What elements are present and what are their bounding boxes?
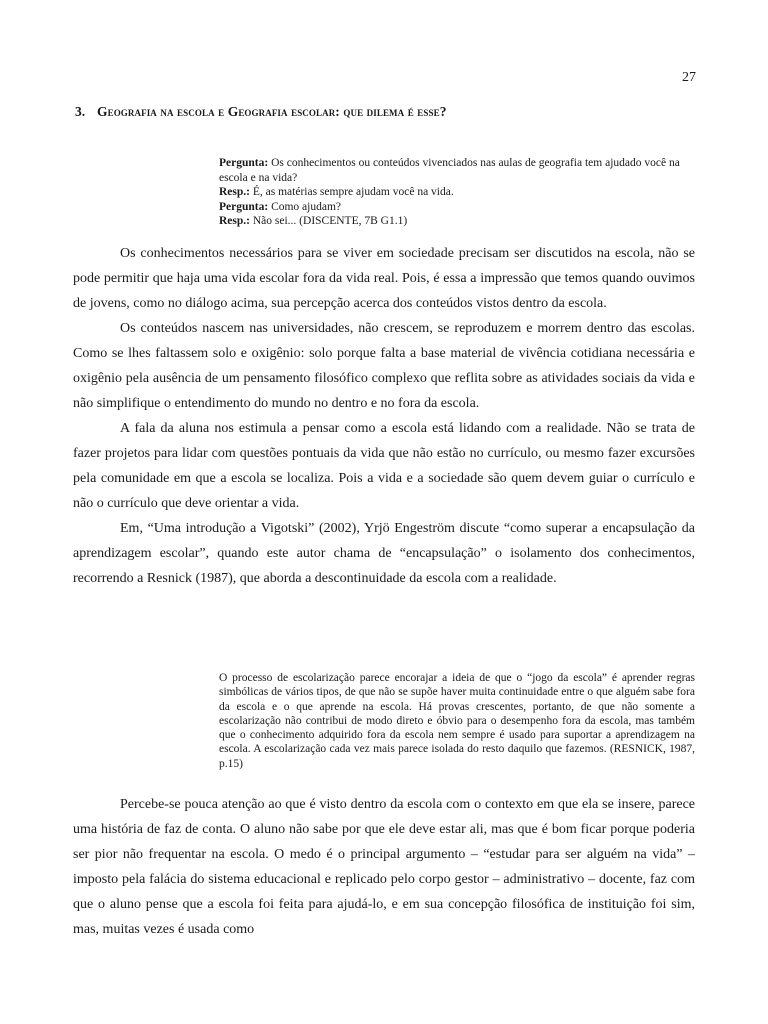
body-text: [73, 241, 695, 591]
dialogue-label: Pergunta:: [219, 157, 269, 169]
dialogue-text: Como ajudam?: [268, 200, 342, 213]
interview-dialogue: [219, 156, 697, 229]
dialogue-line: [219, 156, 697, 185]
section-number: 3.: [75, 104, 86, 119]
dialogue-line: [219, 185, 697, 200]
section-title: Geografia na escola e Geografia escolar: que dilema é esse?: [97, 104, 447, 119]
paragraph: A fala da aluna nos estimula a pensar como a escola está lidando com a realidade. Não se trata de fazer projetos para lidar com questões pontuais da vida que não estão no currículo, ou mesmo fazer excursões pela comunidade em que a escola se localiza. Pois a vida e a sociedade são quem devem guiar o currículo e não o currículo que deve orientar a vida.: [73, 421, 695, 511]
dialogue-text: Os conhecimentos ou conteúdos vivenciados nas aulas de geografia tem ajudado você na escola e na vida?: [219, 157, 680, 184]
block-quote: O processo de escolarização parece encorajar a ideia de que o “jogo da escola” é aprender regras simbólicas de vários tipos, de que não se supõe haver muita continuidade entre o que alguém sabe fora da escola e o que aprende na escola. Há provas crescentes, portanto, de que não somente a escolarização não contribui de modo direto e óbvio para o desempenho fora da escola, mas também que o conhecimento adquirido fora da escola nem sempre é usado para suportar a aprendizagem na escola. A escolarização cada vez mais parece isolada do resto daquilo que fazemos. (RESNICK, 1987, p.15): [219, 672, 695, 770]
dialogue-line: [219, 214, 697, 229]
paragraph: Em, “Uma introdução a Vigotski” (2002), Yrjö Engeström discute “como superar a encapsulação da aprendizagem escolar”, quando este autor chama de “encapsulação” o isolamento dos conhecimentos, recorrendo a Resnick (1987), que aborda a descontinuidade da escola com a realidade.: [73, 521, 695, 586]
dialogue-label: Resp.:: [219, 215, 250, 227]
paragraph: Os conhecimentos necessários para se viver em sociedade precisam ser discutidos na escola, não se pode permitir que haja uma vida escolar fora da vida real. Pois, é essa a impressão que temos quando ouvimos de jovens, como no diálogo acima, sua percepção acerca dos conteúdos vistos dentro da escola.: [73, 246, 695, 311]
dialogue-text: Não sei... (DISCENTE, 7B G1.1): [250, 215, 408, 227]
page-number: 27: [682, 70, 696, 85]
paragraph: Os conteúdos nascem nas universidades, não crescem, se reproduzem e morrem dentro das escolas. Como se lhes faltassem solo e oxigênio: solo porque falta a base material de vivência cotidiana necessária e oxigênio pela ausência de um pensamento filosófico complexo que reflita sobre as atividades sociais da vida e não simplifique o entendimento do mundo no dentro e no fora da escola.: [73, 321, 695, 411]
dialogue-line: [219, 200, 697, 215]
body-text-continued: [73, 792, 695, 942]
paragraph: Percebe-se pouca atenção ao que é visto dentro da escola com o contexto em que ela se insere, parece uma história de faz de conta. O aluno não sabe por que ele deve estar ali, mas que é bom ficar porque poderia ser pior não frequentar na escola. O medo é o principal argumento – “estudar para ser alguém na vida” – imposto pela falácia do sistema educacional e replicado pelo corpo gestor – administrativo – docente, faz com que o aluno pense que a escola foi feita para ajudá-lo, e em sua concepção filosófica de instituição foi sim, mas, muitas vezes é usada como: [73, 797, 695, 937]
section-heading: [75, 104, 695, 120]
dialogue-text: É, as matérias sempre ajudam você na vida.: [250, 186, 454, 198]
dialogue-label: Pergunta:: [219, 200, 269, 213]
dialogue-label: Resp.:: [219, 186, 250, 198]
